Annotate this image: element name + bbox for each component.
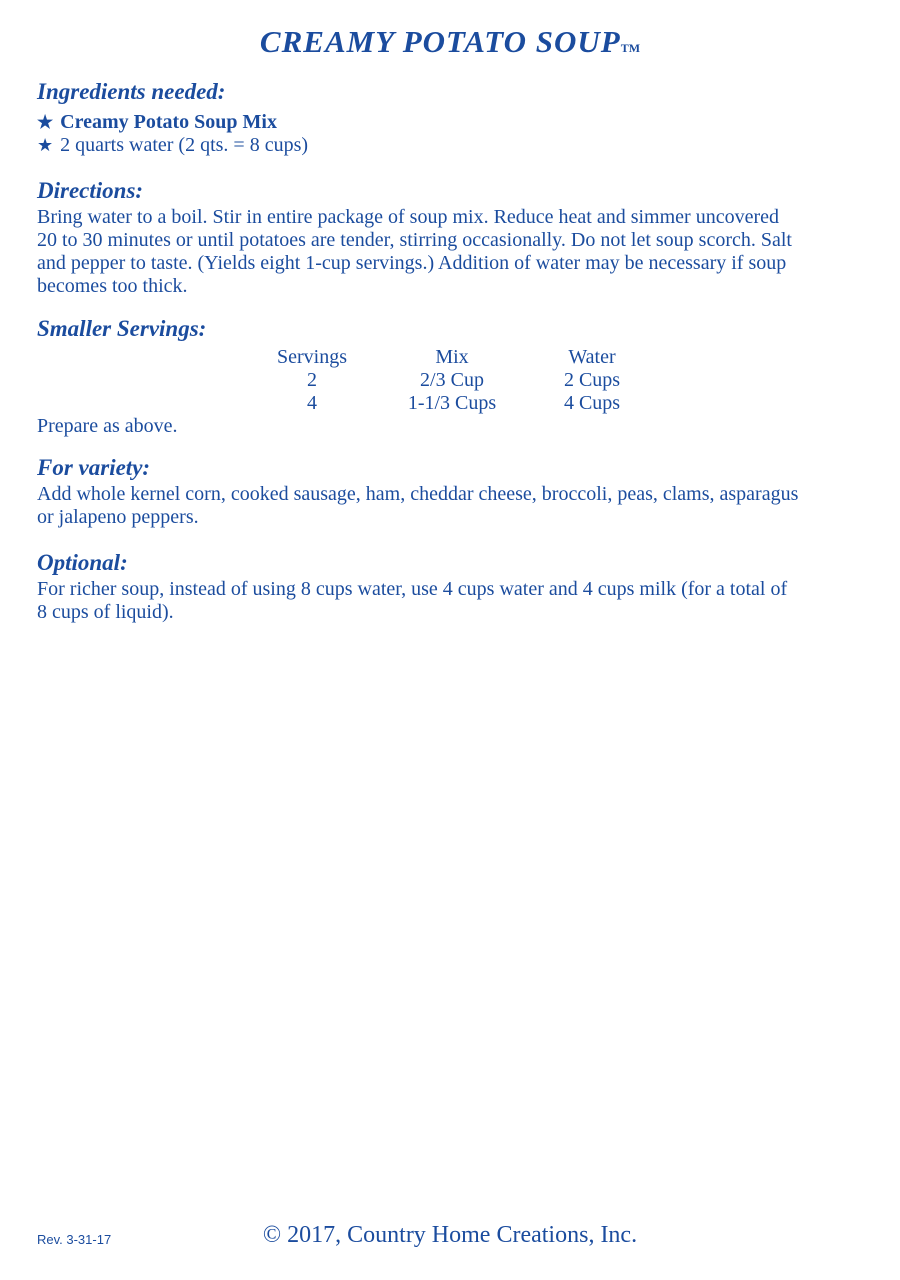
ingredient-text: Creamy Potato Soup Mix (60, 111, 277, 133)
ingredient-text: 2 quarts water (2 qts. = 8 cups) (60, 134, 309, 156)
paragraph-line: Add whole kernel corn, cooked sausage, ham, cheddar cheese, broccoli, peas, clams, asparagus (37, 483, 799, 505)
table-cell: 4 Cups (563, 392, 621, 414)
smaller-servings-heading: Smaller Servings: (37, 316, 207, 341)
revision-label: Rev. 3-31-17 (37, 1232, 112, 1247)
star-bullet-icon: ★ (37, 112, 54, 132)
paragraph-line: For richer soup, instead of using 8 cups water, use 4 cups water and 4 cups milk (for a total of (37, 578, 788, 600)
optional-paragraph (37, 578, 849, 624)
list-item (37, 111, 849, 134)
table-cell: 1-1/3 Cups (407, 392, 497, 414)
variety-heading: For variety: (37, 455, 151, 480)
paragraph-line: and pepper to taste. (Yields eight 1-cup servings.) Addition of water may be necessary if soup (37, 252, 787, 274)
ingredients-list (37, 111, 849, 157)
directions-paragraph (37, 206, 849, 298)
table-cell: 2 Cups (563, 369, 621, 391)
paragraph-line: becomes too thick. (37, 275, 188, 297)
optional-heading: Optional: (37, 550, 128, 575)
star-bullet-icon: ★ (37, 135, 54, 155)
title-row (0, 0, 900, 60)
table-header-mix: Mix (435, 346, 469, 368)
paragraph-line: or jalapeno peppers. (37, 506, 199, 528)
table-cell: 4 (307, 392, 317, 414)
page-content (37, 79, 849, 624)
table-cell: 2 (307, 369, 317, 391)
directions-heading: Directions: (37, 178, 144, 203)
servings-table (242, 346, 849, 415)
prepare-note: Prepare as above. (37, 415, 178, 437)
page-title: CREAMY POTATO SOUP (259, 24, 621, 59)
ingredients-heading: Ingredients needed: (37, 79, 226, 104)
list-item (37, 134, 849, 157)
table-header-water: Water (568, 346, 616, 368)
table-cell: 2/3 Cup (420, 369, 484, 391)
copyright-line: © 2017, Country Home Creations, Inc. (262, 1222, 638, 1248)
trademark-mark: TM (620, 41, 641, 55)
paragraph-line: 20 to 30 minutes or until potatoes are tender, stirring occasionally. Do not let soup scorch. Salt (37, 229, 792, 251)
table-header-servings: Servings (277, 346, 347, 368)
variety-paragraph (37, 483, 849, 529)
paragraph-line: 8 cups of liquid). (37, 601, 174, 623)
paragraph-line: Bring water to a boil. Stir in entire package of soup mix. Reduce heat and simmer uncovered (37, 206, 780, 228)
